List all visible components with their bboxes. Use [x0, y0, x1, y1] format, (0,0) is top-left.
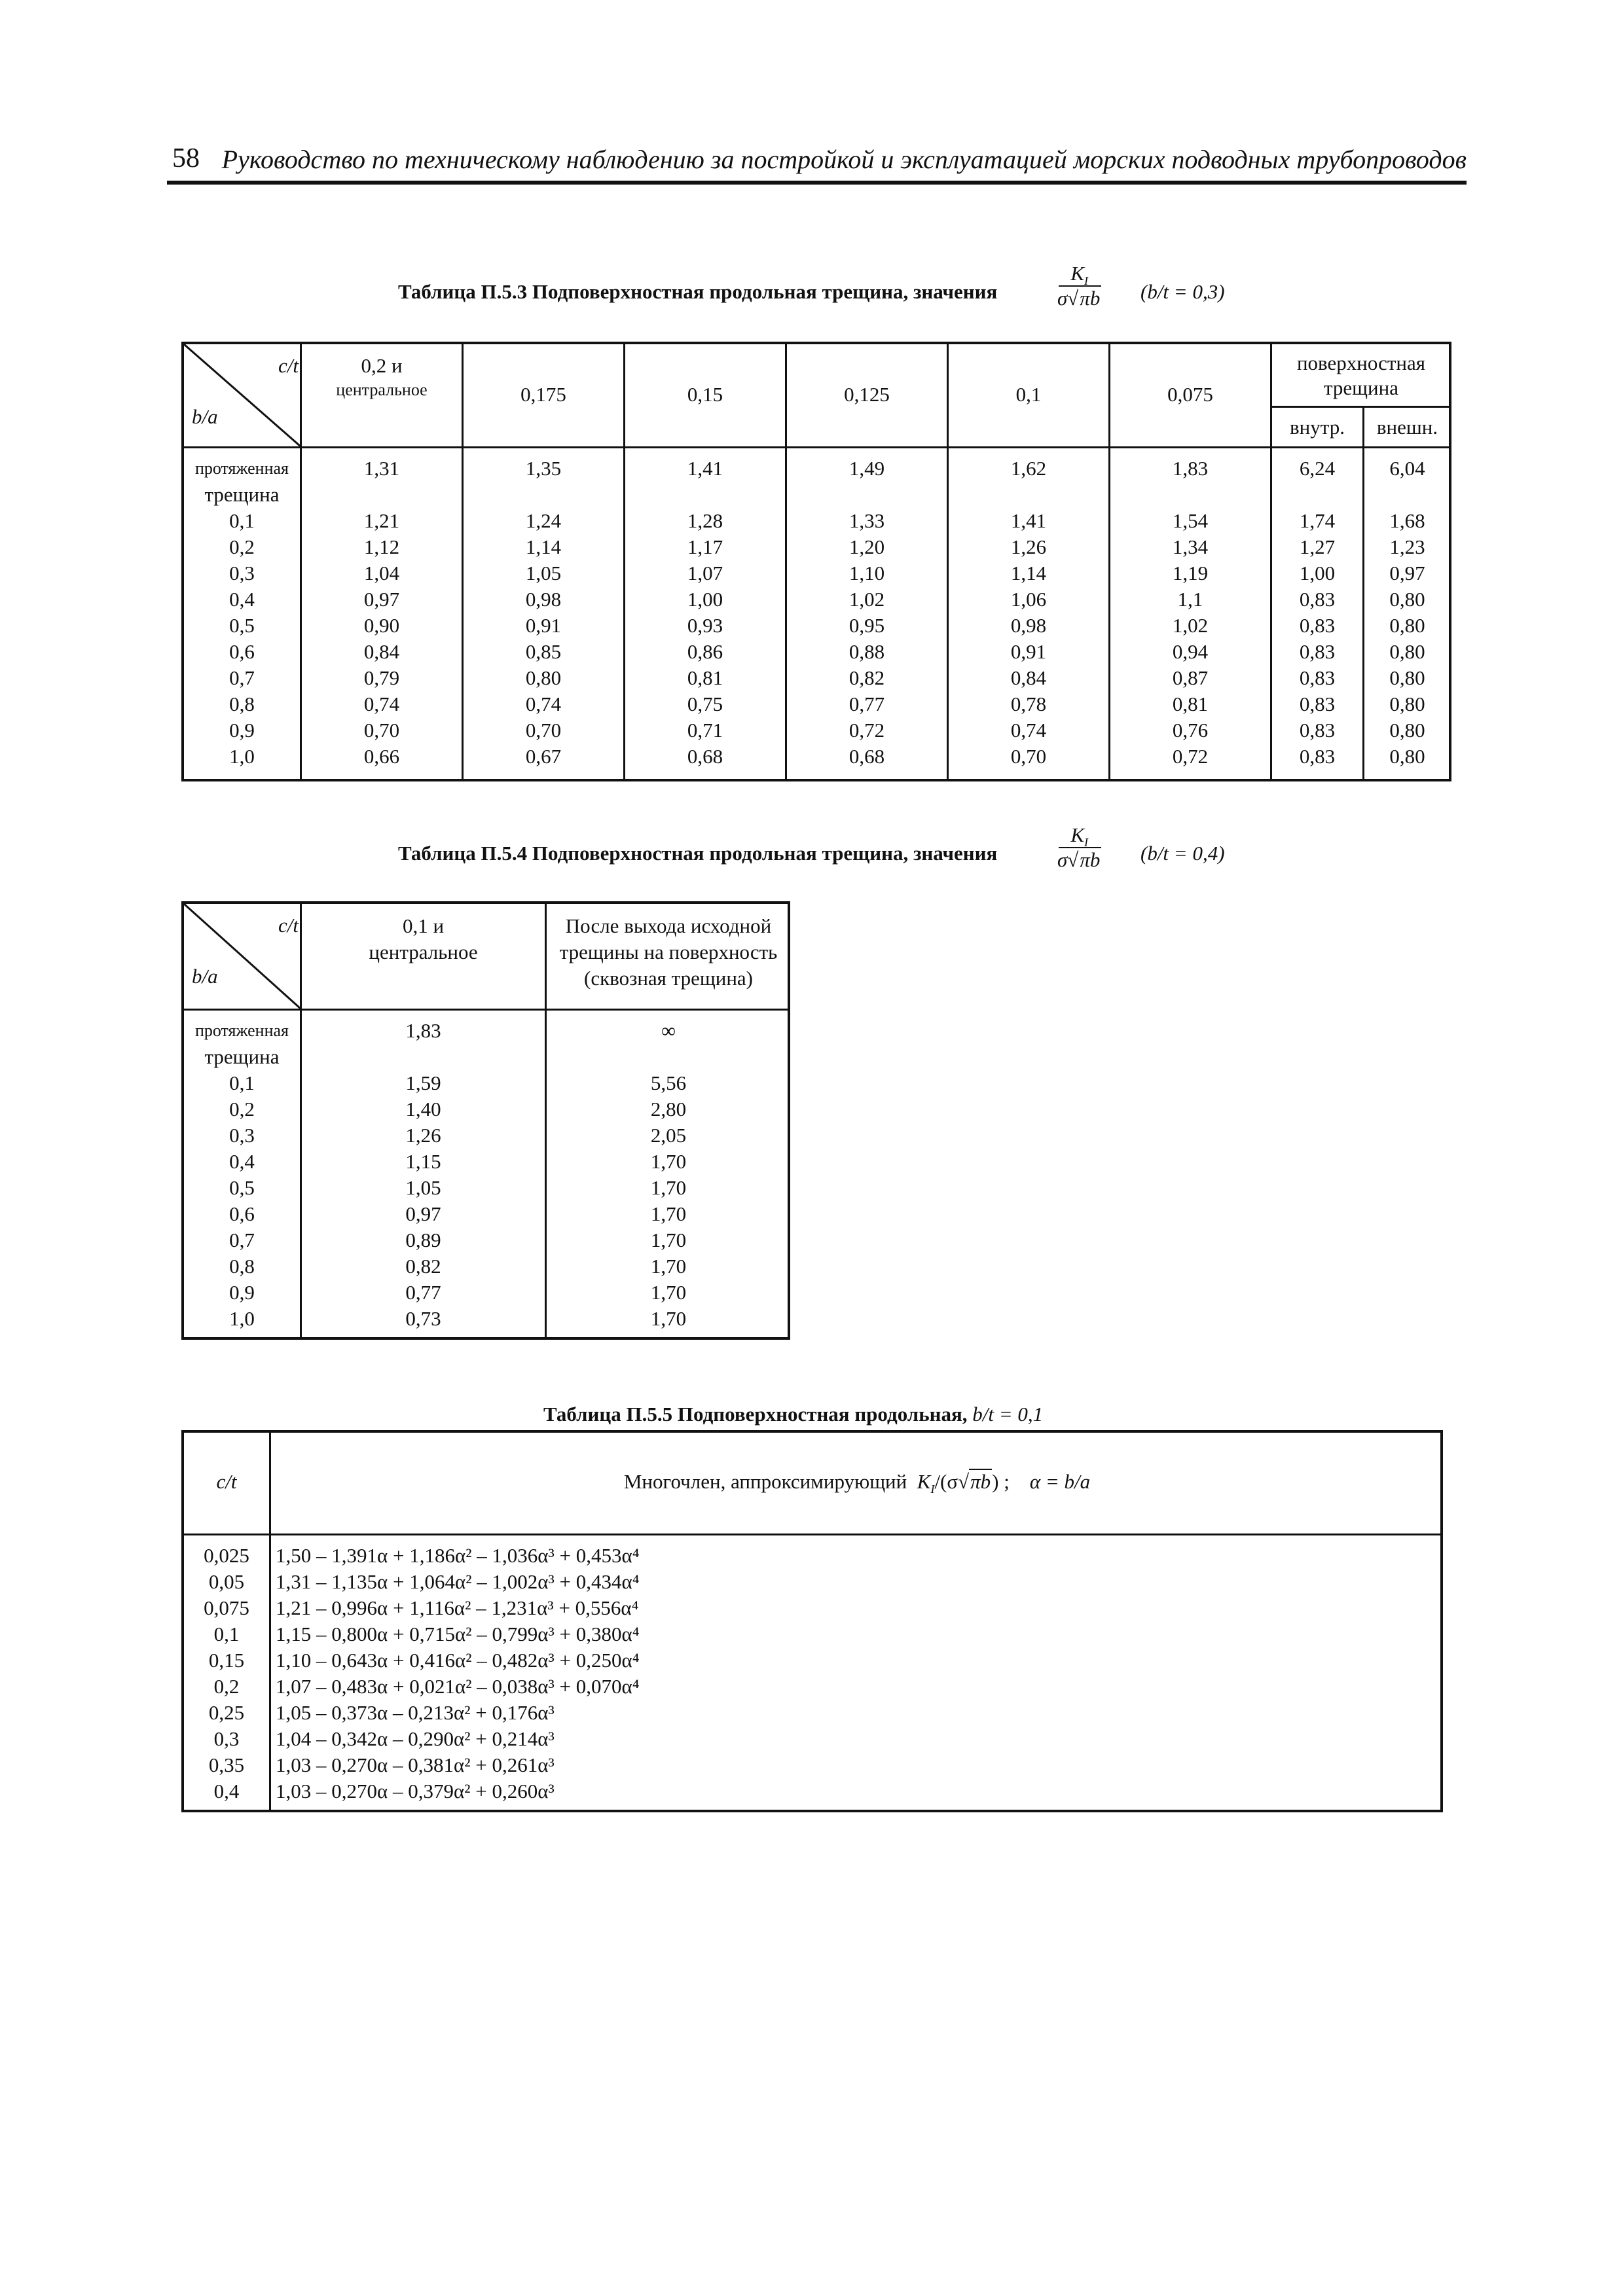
- table-cell: 6,24: [1299, 457, 1336, 480]
- table-cell: 1,14: [525, 535, 562, 558]
- data-column: [1110, 456, 1270, 770]
- table-p53-caption: Таблица П.5.3 Подповерхностная продольная трещина, значения: [398, 280, 998, 303]
- polynomial-header: Многочлен, аппроксимирующий $K_I/(\sigma√\pi b)$ ; α = b/a: [623, 1470, 1091, 1496]
- table-cell: 0,79: [363, 666, 400, 689]
- running-title: Руководство по техническому наблюдению за постройкой и эксплуатацией морских подводных трубопроводов: [221, 145, 1467, 174]
- data-column: [787, 456, 947, 770]
- page-number: 58: [172, 143, 200, 173]
- table-cell: 1,35: [525, 457, 562, 480]
- table-cell: 0,68: [687, 745, 723, 768]
- table-cell: 0,74: [525, 692, 562, 715]
- table-cell: 0,95: [848, 614, 885, 637]
- table-cell: 1,54: [1172, 509, 1209, 532]
- table-cell: 1,02: [1172, 614, 1209, 637]
- table-cell: 0,93: [687, 614, 723, 637]
- table-cell: 1,62: [1010, 457, 1047, 480]
- table-cell: 0,72: [848, 719, 885, 742]
- table-cell: 0,89: [405, 1229, 441, 1251]
- table-cell: 0,80: [525, 666, 562, 689]
- col-header: 0,15: [687, 383, 723, 406]
- table-cell: [1110, 482, 1270, 508]
- table-cell: 0,74: [363, 692, 400, 715]
- table-cell: 0,80: [1389, 745, 1425, 768]
- table-cell: 1,34: [1172, 535, 1209, 558]
- corner-top-label: c/t: [278, 354, 299, 377]
- polynomial: 1,04 – 0,342α – 0,290α² + 0,214α³: [276, 1727, 555, 1750]
- table-cell: 0,87: [1172, 666, 1209, 689]
- table-cell: [625, 482, 785, 508]
- table-cell: 1,19: [1172, 562, 1209, 584]
- data-column: [625, 456, 785, 770]
- table-cell: [787, 482, 947, 508]
- table-cell: [949, 482, 1108, 508]
- row-labels: 0,025 0,05 0,075 0,1 0,15 0,2 0,25 0,3 0,35 0,4: [204, 1544, 249, 1803]
- table-cell: 0,83: [1299, 666, 1336, 689]
- table-cell: 1,00: [687, 588, 723, 611]
- surface-sub-internal: внутр.: [1290, 416, 1345, 439]
- table-cell: 0,81: [1172, 692, 1209, 715]
- table-cell: 0,78: [1010, 692, 1047, 715]
- table-cell: 2,05: [650, 1124, 687, 1147]
- surface-sub-external: внешн.: [1376, 416, 1438, 439]
- table-cell: 1,31: [363, 457, 400, 480]
- table-p53-condition: (b/t = 0,3): [1140, 280, 1225, 303]
- table-cell: 0,70: [525, 719, 562, 742]
- table-cell: 0,85: [525, 640, 562, 663]
- row-labels: протяженная трещина 0,1 0,2 0,3 0,4 0,5 0,6 0,7 0,8 0,9 1,0: [194, 459, 289, 768]
- table-cell: 0,86: [687, 640, 723, 663]
- table-cell: 0,70: [1010, 745, 1047, 768]
- table-cell: 0,81: [687, 666, 723, 689]
- table-p54-caption: Таблица П.5.4 Подповерхностная продольная трещина, значения: [398, 842, 998, 865]
- table-cell: 1,05: [405, 1176, 441, 1199]
- corner-bottom-label: b/a: [192, 405, 218, 428]
- col-header: 0,1: [1015, 383, 1042, 406]
- table-cell: 1,04: [363, 562, 400, 584]
- table-cell: 1,07: [687, 562, 723, 584]
- table-cell: 0,83: [1299, 719, 1336, 742]
- polynomial: 1,15 – 0,800α + 0,715α² – 0,799α³ + 0,380α⁴: [276, 1623, 640, 1645]
- table-cell: 0,98: [1010, 614, 1047, 637]
- table-cell: 0,68: [848, 745, 885, 768]
- table-cell: 0,98: [525, 588, 562, 611]
- table-cell: 1,70: [650, 1307, 687, 1330]
- col-header: 0,075: [1167, 383, 1213, 406]
- table-cell: 1,15: [405, 1150, 441, 1173]
- data-column: [547, 1018, 790, 1332]
- table-cell: 0,67: [525, 745, 562, 768]
- col2-header: После выхода исходной трещины на поверхность (сквозная трещина): [559, 914, 778, 990]
- table-cell: 1,40: [405, 1098, 441, 1121]
- polynomial: 1,03 – 0,270α – 0,379α² + 0,260α³: [276, 1780, 555, 1803]
- col-header: 0,125: [844, 383, 890, 406]
- polynomial: 1,03 – 0,270α – 0,381α² + 0,261α³: [276, 1753, 555, 1776]
- polynomial: 1,05 – 0,373α – 0,213α² + 0,176α³: [276, 1701, 555, 1724]
- table-cell: 1,20: [848, 535, 885, 558]
- table-cell: 0,72: [1172, 745, 1209, 768]
- table-cell: 0,77: [405, 1281, 441, 1304]
- corner-bottom-label: b/a: [192, 965, 218, 988]
- table-cell: 0,84: [363, 640, 400, 663]
- table-cell: 1,70: [650, 1176, 687, 1199]
- table-cell: 6,04: [1389, 457, 1425, 480]
- table-cell: 1,28: [687, 509, 723, 532]
- table-cell: 1,49: [848, 457, 885, 480]
- table-cell: 0,84: [1010, 666, 1047, 689]
- table-cell: 0,73: [405, 1307, 441, 1330]
- table-cell: [464, 482, 623, 508]
- table-cell: 1,41: [687, 457, 723, 480]
- table-cell: 0,83: [1299, 745, 1336, 768]
- ct-header: c/t: [216, 1470, 237, 1493]
- data-column: [949, 456, 1108, 770]
- table-cell: [547, 1044, 790, 1070]
- table-cell: 0,74: [1010, 719, 1047, 742]
- data-column: [1364, 456, 1450, 770]
- table-p54: [181, 901, 790, 1340]
- table-p53-fraction: $\frac{K_I}{\sigma√\pi b}$: [1057, 262, 1101, 310]
- table-cell: 0,80: [1389, 719, 1425, 742]
- table-cell: ∞: [661, 1019, 676, 1042]
- table-cell: 0,83: [1299, 640, 1336, 663]
- table-cell: 1,70: [650, 1229, 687, 1251]
- table-p53: [181, 342, 1451, 781]
- table-cell: 0,91: [1010, 640, 1047, 663]
- table-cell: 0,75: [687, 692, 723, 715]
- table-cell: [302, 1044, 545, 1070]
- table-cell: 1,59: [405, 1071, 441, 1094]
- table-cell: 1,17: [687, 535, 723, 558]
- polynomial: 1,10 – 0,643α + 0,416α² – 0,482α³ + 0,250α⁴: [276, 1649, 640, 1672]
- table-cell: 0,83: [1299, 614, 1336, 637]
- table-cell: 1,00: [1299, 562, 1336, 584]
- table-p54-condition: (b/t = 0,4): [1140, 842, 1225, 865]
- table-cell: [302, 482, 462, 508]
- table-cell: 0,70: [363, 719, 400, 742]
- table-cell: 0,76: [1172, 719, 1209, 742]
- table-p54-fraction: $\frac{K_I}{\sigma√\pi b}$: [1057, 823, 1101, 871]
- table-cell: 2,80: [650, 1098, 687, 1121]
- table-cell: 1,02: [848, 588, 885, 611]
- page-header: [167, 143, 1467, 185]
- col-header: 0,175: [520, 383, 566, 406]
- table-cell: 1,27: [1299, 535, 1336, 558]
- table-cell: 1,68: [1389, 509, 1425, 532]
- table-cell: 1,74: [1299, 509, 1336, 532]
- table-cell: 0,97: [405, 1202, 441, 1225]
- table-cell: 1,23: [1389, 535, 1425, 558]
- table-cell: 1,41: [1010, 509, 1047, 532]
- table-cell: 1,10: [848, 562, 885, 584]
- table-cell: 1,06: [1010, 588, 1047, 611]
- table-cell: 1,33: [848, 509, 885, 532]
- data-column: [302, 1018, 545, 1332]
- table-cell: 1,05: [525, 562, 562, 584]
- polynomial: 1,50 – 1,391α + 1,186α² – 1,036α³ + 0,453α⁴: [276, 1544, 640, 1567]
- surface-crack-header: поверхностная трещина: [1296, 351, 1426, 399]
- table-cell: 0,90: [363, 614, 400, 637]
- table-cell: 1,83: [405, 1019, 441, 1042]
- table-cell: 0,88: [848, 640, 885, 663]
- table-cell: 0,80: [1389, 588, 1425, 611]
- table-cell: 0,80: [1389, 614, 1425, 637]
- table-cell: 1,12: [363, 535, 400, 558]
- data-column: [1272, 456, 1362, 770]
- table-cell: 0,83: [1299, 692, 1336, 715]
- polynomial-column: [273, 1543, 1438, 1804]
- polynomial: 1,31 – 1,135α + 1,064α² – 1,002α³ + 0,434α⁴: [276, 1570, 640, 1593]
- table-cell: 0,80: [1389, 666, 1425, 689]
- table-cell: 1,83: [1172, 457, 1209, 480]
- corner-top-label: c/t: [278, 914, 299, 937]
- col-header-first: 0,2 и центральное: [336, 354, 428, 399]
- table-cell: 0,97: [1389, 562, 1425, 584]
- polynomial: 1,07 – 0,483α + 0,021α² – 0,038α³ + 0,070α⁴: [276, 1675, 640, 1698]
- table-cell: 0,82: [848, 666, 885, 689]
- table-cell: [1364, 482, 1450, 508]
- table-cell: 0,66: [363, 745, 400, 768]
- table-cell: 0,80: [1389, 640, 1425, 663]
- table-cell: 1,70: [650, 1281, 687, 1304]
- table-cell: 1,26: [1010, 535, 1047, 558]
- table-cell: 1,1: [1177, 588, 1203, 611]
- table-cell: 1,26: [405, 1124, 441, 1147]
- polynomial: 1,21 – 0,996α + 1,116α² – 1,231α³ + 0,556α⁴: [276, 1596, 639, 1619]
- table-cell: 1,70: [650, 1150, 687, 1173]
- table-cell: 0,91: [525, 614, 562, 637]
- table-cell: 1,24: [525, 509, 562, 532]
- table-cell: 0,94: [1172, 640, 1209, 663]
- table-cell: 0,97: [363, 588, 400, 611]
- col1-header: 0,1 и центральное: [369, 914, 478, 963]
- data-column: [464, 456, 623, 770]
- table-cell: 1,70: [650, 1255, 687, 1278]
- table-cell: 0,71: [687, 719, 723, 742]
- table-p55-caption: Таблица П.5.5 Подповерхностная продольная, b/t = 0,1: [543, 1403, 1044, 1426]
- table-cell: [1272, 482, 1362, 508]
- table-cell: 0,83: [1299, 588, 1336, 611]
- table-cell: 5,56: [650, 1071, 687, 1094]
- table-cell: 0,77: [848, 692, 885, 715]
- table-cell: 1,14: [1010, 562, 1047, 584]
- table-cell: 1,70: [650, 1202, 687, 1225]
- table-p55: [181, 1430, 1443, 1812]
- data-column: [302, 456, 462, 770]
- row-labels: протяженная трещина 0,1 0,2 0,3 0,4 0,5 0,6 0,7 0,8 0,9 1,0: [194, 1021, 289, 1330]
- table-cell: 1,21: [363, 509, 400, 532]
- table-cell: 0,82: [405, 1255, 441, 1278]
- table-cell: 0,80: [1389, 692, 1425, 715]
